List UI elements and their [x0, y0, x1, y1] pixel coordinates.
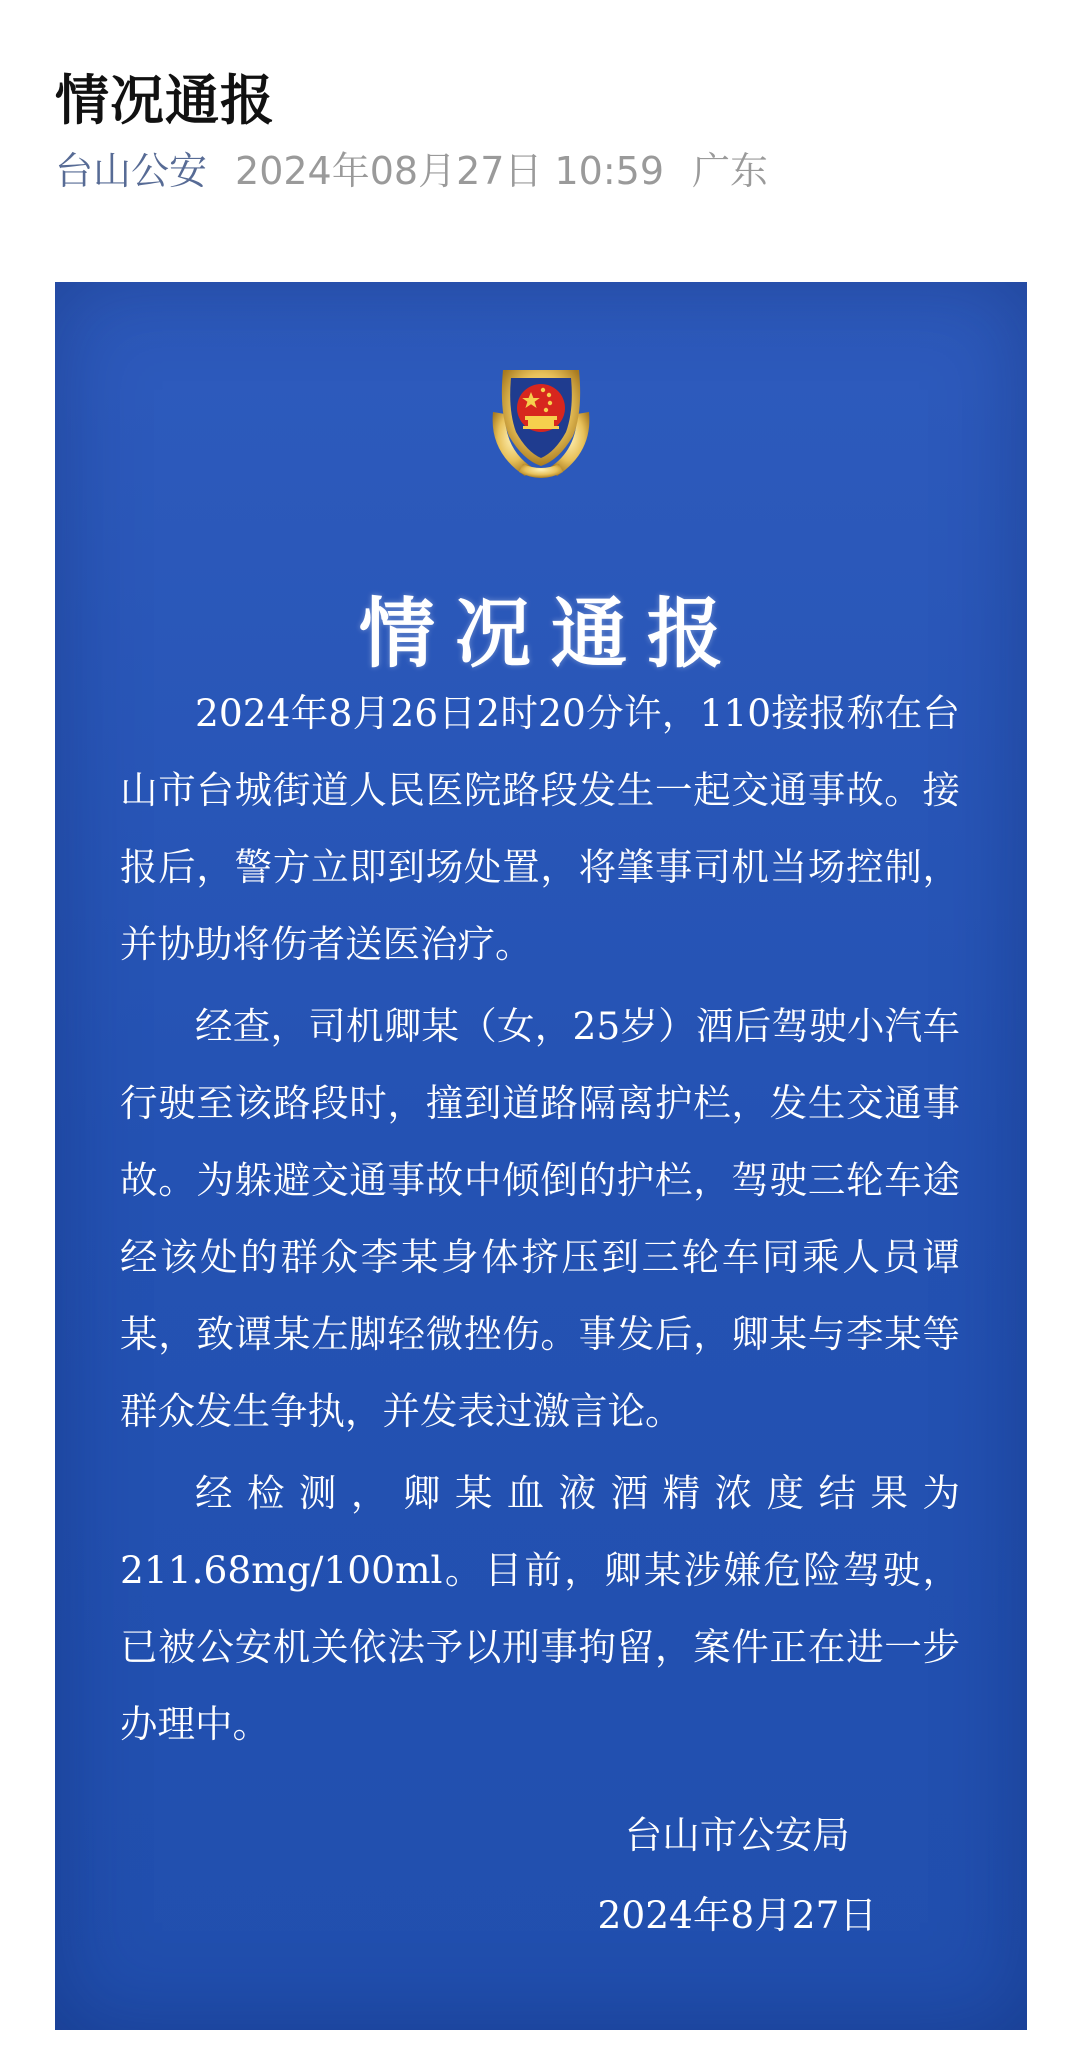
- notice-image[interactable]: [55, 282, 1027, 2030]
- article-title: 情况通报: [55, 69, 275, 133]
- notice-signature: [597, 1795, 877, 1955]
- notice-paragraph: 经检测，卿某血液酒精浓度结果为211.68mg/100ml。目前，卿某涉嫌危险驾驶，已被公安机关依法予以刑事拘留，案件正在进一步办理中。: [120, 1471, 960, 1746]
- signature-organization: 台山市公安局: [624, 1813, 850, 1857]
- signature-date: 2024年8月27日: [597, 1893, 877, 1937]
- publish-location: 广东: [692, 149, 769, 193]
- notice-heading: 情况通报: [359, 589, 743, 679]
- article-meta: [55, 140, 768, 195]
- notice-paragraph: 经查，司机卿某（女，25岁）酒后驾驶小汽车行驶至该路段时，撞到道路隔离护栏，发生交通事故。为躲避交通事故中倾倒的护栏，驾驶三轮车途经该处的群众李某身体挤压到三轮车同乘人员谭某，致谭某左脚轻微挫伤。事发后，卿某与李某等群众发生争执，并发表过激言论。: [120, 1004, 960, 1433]
- account-name-link[interactable]: 台山公安: [55, 149, 208, 193]
- notice-body: [120, 675, 960, 1768]
- publish-date: 2024年08月27日 10:59: [235, 149, 665, 193]
- police-emblem-icon: [473, 352, 609, 488]
- notice-paragraph: 2024年8月26日2时20分许，110接报称在台山市台城街道人民医院路段发生一起交通事故。接报后，警方立即到场处置，将肇事司机当场控制，并协助将伤者送医治疗。: [120, 691, 960, 966]
